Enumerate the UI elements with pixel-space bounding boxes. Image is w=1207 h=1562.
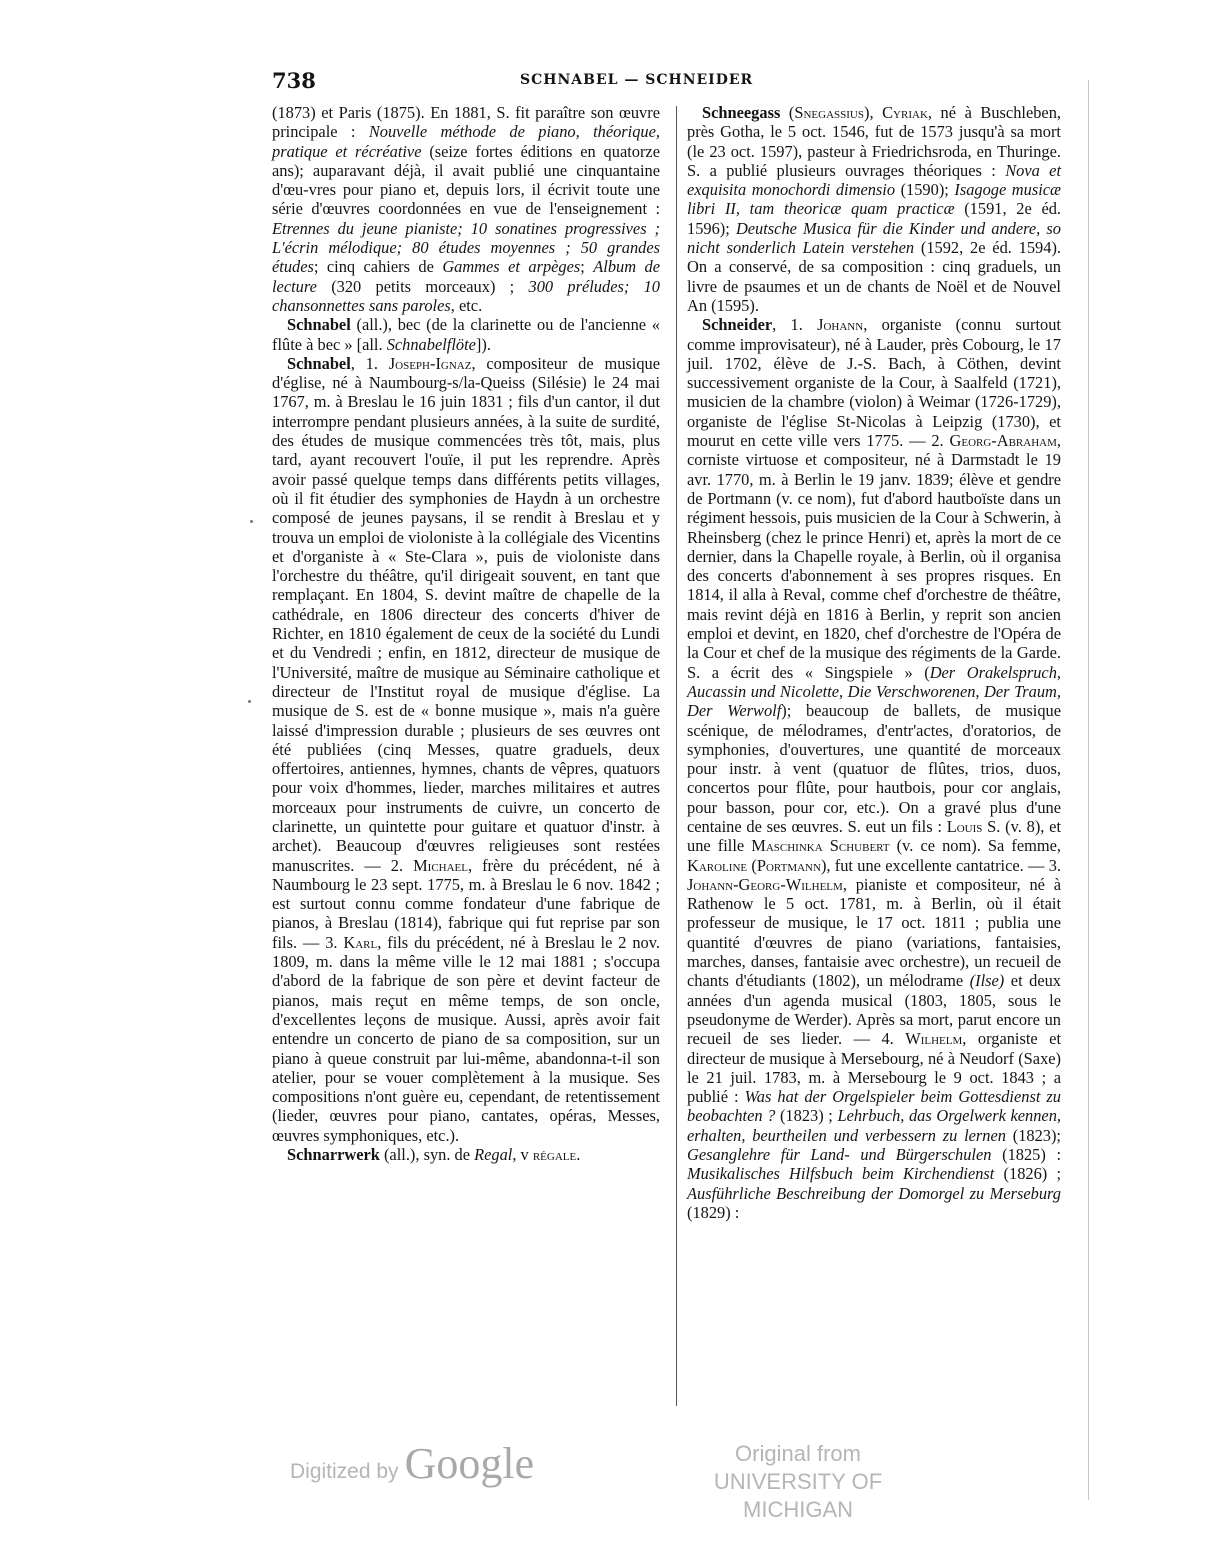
google-logo: Google [404,1439,535,1488]
left-column [272,103,660,1164]
digitized-by-label: Digitized by [290,1460,399,1483]
headword: Schnarrwerk [287,1145,380,1165]
margin-mark [250,520,253,523]
entry-schnabel-bec: Schnabel (all.), bec (de la clarinette ou de l'ancienne « flûte à bec » [all. Schnabelflöte]). [272,315,660,354]
running-head: SCHNABEL — SCHNEIDER [520,72,754,88]
entry-schnarrwerk: Schnarrwerk (all.), syn. de Regal, v régale. [287,1145,581,1165]
institution-label: UNIVERSITY OF MICHIGAN [713,1469,883,1522]
original-from-watermark [668,1440,928,1524]
headword: Schnabel [287,315,351,335]
entry-schneegass: Schneegass (Snegassius), Cyriak, né à Buschleben, près Gotha, le 5 oct. 1546, fut de 1573 jusqu'à sa mort (le 23 oct. 1597), pasteur à Friedrichsroda, en Thuringe. S. a publié plusieurs ouvrages théoriques : Nova et exquisita monochordi dimensio (1590); Isagoge musicæ libri II, tam theoricæ quam practicæ (1591, 2e éd. 1596); Deutsche Musica für die Kinder und andere, so nicht sonderlich Latein verstehen (1592, 2e éd. 1594). On a conservé, de sa composition : cinq graduels, un livre de psaumes et un de chants de Noël et de Nouvel An (1595). [687,103,1062,315]
page-number: 738 [272,68,316,93]
headword: Schneegass [702,103,781,122]
digitized-by-google-watermark [290,1438,534,1489]
entry-schnabel-family: Schnabel, 1. Joseph-Ignaz, compositeur de musique d'église, né à Naumbourg-s/la-Queiss (Silésie) le 24 mai 1767, m. à Breslau le 16 juin 1831 ; fils d'un cantor, il dut interrompre pendant plusieurs années, à la suite de surdité, des études de musique commencées très tôt, mais, plus tard, ayant recouvert l'ouïe, il put les reprendre. Après avoir passé quelque temps dans différents petits villages, où il fit étudier des symphonies de Haydn à un orchestre composé de jeunes paysans, il se rendit à Breslau et y trouva un emploi de violoniste à la collégiale des Vicentins et d'organiste à « Ste-Clara », puis de violoniste dans l'orchestre du théâtre, qu'il dirigeait souvent, en tant que remplaçant. En 1804, S. devint maître de chapelle de la cathédrale, en 1806 directeur des concerts d'hiver de Richter, en 1810 également de ceux de la société du Lundi et du Vendredi ; enfin, en 1812, directeur de musique de l'Université, maître de musique au Séminaire catholique et directeur de l'Institut royal de musique d'église. La musique de S. est de « bonne musique », mais n'a guère laissé d'impression durable ; plusieurs de ses œuvres ont été publiées (cinq Messes, quatre graduels, deux offertoires, antiennes, hymnes, chants de vêpres, quatuors pour voix d'hommes, lieder, marches militaires et autres morceaux pour instruments de cuivre, un concerto de clarinette, un quintette pour guitare et quatuor d'instr. à archet). Beaucoup d'œuvres religieuses sont restées manuscrites. — 2. Michael, frère du précédent, né à Naumbourg le 23 sept. 1775, m. à Breslau le 6 nov. 1842 ; est surtout connu comme fondateur d'une fabrique de pianos, à Breslau (1814), fabrique qui fut reprise par son fils. — 3. Karl, fils du précédent, né à Breslau le 2 nov. 1809, m. dans la même ville le 12 mai 1881 ; s'occupa d'abord de la fabrique de son père et devint facteur de pianos, mais reçut en même temps, de son oncle, d'excellentes leçons de musique. Aussi, après avoir fait entendre un concerto de piano de sa composition, sur un piano à queue construit par lui-même, abandonna-t-il son atelier, pour se vouer complètement à la musique. Ses compositions n'ont guère eu, cependant, de retentissement (lieder, œuvres pour piano, cantates, opéras, Messes, œuvres symphoniques, etc.). [272,353,660,1145]
original-from-label: Original from [735,1441,861,1466]
right-column [687,103,1061,1222]
entry-schnabel-continued: (1873) et Paris (1875). En 1881, S. fit paraître son œuvre principale : Nouvelle méthode de piano, théorique, pratique et récréative (seize fortes éditions en quatorze ans); auparavant déjà, il avait publié une cinquantaine d'œu-vres pour piano et, depuis lors, il écrivit toute une série d'œuvres coordonnées en vue de l'enseignement : Etrennes du jeune pianiste; 10 sonatines progressives ; L'écrin mélodique; 80 études moyennes ; 50 grandes études; cinq cahiers de Gammes et arpèges; Album de lecture (320 petits morceaux) ; 300 préludes; 10 chansonnettes sans paroles, etc. [272,103,660,315]
margin-mark [248,700,251,703]
scan-edge-line [1088,80,1089,1500]
headword: Schneider [702,315,773,335]
entry-schneider: Schneider, 1. Johann, organiste (connu surtout comme improvisateur), né à Lauder, près Cobourg, le 17 juil. 1702, élève de J.-S. Bach, à Cöthen, devint successivement organiste de la Cour, à Saalfeld (1721), musicien de la chambre (violon) à Weimar (1726-1729), organiste de l'église St-Nicolas à Leipzig (1730), et mourut en cette ville vers 1775. — 2. Georg-Abraham, corniste virtuose et compositeur, né à Darmstadt le 19 avr. 1770, m. à Berlin le 19 janv. 1839; élève et gendre de Portmann (v. ce nom), fut d'abord hautboïste dans un régiment hessois, puis musicien de la Cour à Schwerin, à Rheinsberg (chez le prince Henri) et, après la mort de ce dernier, dans la Chapelle royale, à Berlin, où il organisa des concerts d'abonnement à ses propres risques. En 1814, il alla à Reval, comme chef d'orchestre de théâtre, mais revint déjà en 1816 à Berlin, y reprit son ancien emploi et devint, en 1820, chef d'orchestre de l'Opéra de la Cour et chef de la musique des régiments de la Garde. S. a écrit des « Singspiele » (Der Orakelspruch, Aucassin und Nicolette, Die Verschworenen, Der Traum, Der Werwolf); beaucoup de ballets, de musique scénique, de mélodrames, d'entr'actes, d'oratorios, de symphonies, d'ouvertures, une quantité de morceaux pour instr. à vent (quatuor de flûtes, trios, duos, concertos pour flûte, pour hautbois, pour cor anglais, pour basson, pour cor, etc.). On a gravé plus d'une centaine de ses œuvres. S. eut un fils : Louis S. (v. 8), et une fille Maschinka Schubert (v. ce nom). Sa femme, Karoline (Portmann), fut une excellente cantatrice. — 3. Johann-Georg-Wilhelm, pianiste et compositeur, né à Rathenow le 5 oct. 1781, m. à Berlin, où il était professeur de musique, le 17 oct. 1811 ; publia une quantité d'œuvres de piano (variations, fantaisies, marches, danses, fantaisie avec orchestre), un recueil de chants d'étudiants (1802), un mélodrame (Ilse) et deux années d'un agenda musical (1803, 1805, sous le pseudonyme de Werder). Après sa mort, parut encore un recueil de ses lieder. — 4. Wilhelm, organiste et directeur de musique à Mersebourg, né à Neudorf (Saxe) le 21 juil. 1783, m. à Mersebourg le 9 oct. 1843 ; a publié : Was hat der Orgelspieler beim Gottesdienst zu beobachten ? (1823) ; Lehrbuch, das Orgelwerk kennen, erhalten, beurtheilen und verbessern zu lernen (1823); Gesanglehre für Land- und Bürgerschulen (1825) : Musikalisches Hilfsbuch beim Kirchendienst (1826) ; Ausführliche Beschreibung der Domorgel zu Merseburg (1829) : [687,315,1062,1222]
headword: Schnabel [287,353,351,373]
column-divider [676,106,677,1406]
